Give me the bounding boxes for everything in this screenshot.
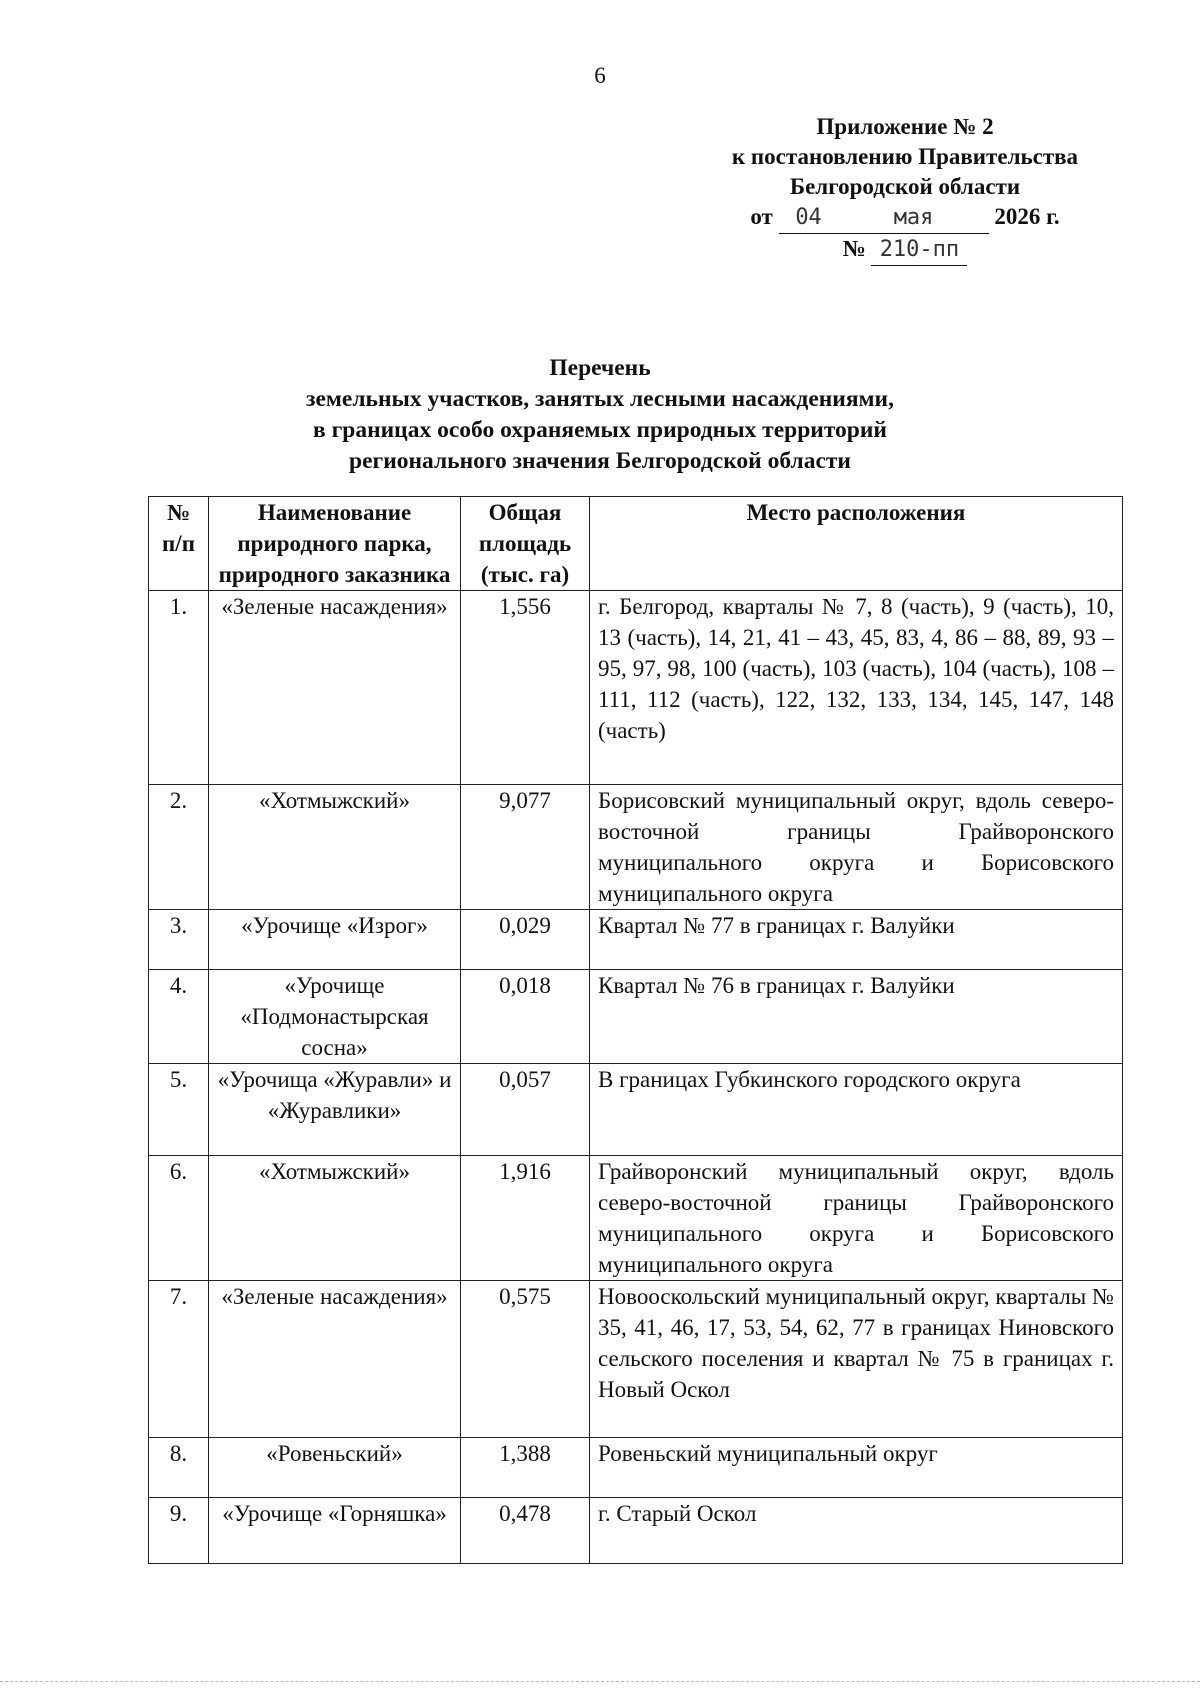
row-num: 6. bbox=[149, 1156, 209, 1281]
row-name: «Ровеньский» bbox=[209, 1438, 461, 1498]
header-location: Место расположения bbox=[590, 497, 1123, 591]
table-row bbox=[149, 910, 1123, 970]
row-location: В границах Губкинского городского округа bbox=[590, 1064, 1123, 1156]
row-name: «Хотмыжский» bbox=[209, 785, 461, 910]
date-prefix: от bbox=[750, 204, 773, 229]
title-line-4: регионального значения Белгородской области bbox=[349, 448, 851, 474]
row-name: «Урочище «Горняшка» bbox=[209, 1498, 461, 1564]
table-row bbox=[149, 1498, 1123, 1564]
row-num: 2. bbox=[149, 785, 209, 910]
row-num: 4. bbox=[149, 970, 209, 1064]
table-row bbox=[149, 1281, 1123, 1438]
header-name: Наименование природного парка, природного заказника bbox=[209, 497, 461, 591]
row-name: «Урочище «Подмонастырская сосна» bbox=[209, 970, 461, 1064]
table-row bbox=[149, 591, 1123, 785]
title-line-2: земельных участков, занятых лесными насаждениями, bbox=[306, 386, 894, 412]
date-day: 04 bbox=[779, 203, 839, 234]
row-location: г. Белгород, кварталы № 7, 8 (часть), 9 (часть), 10, 13 (часть), 14, 21, 41 – 43, 45, 83, 4, 86 – 88, 89, 93 – 95, 97, 98, 100 (часть), 103 (часть), 104 (часть), 108 – 111, 112 (часть), 122, 132, 133, 134, 145, 147, 148 (часть) bbox=[590, 591, 1123, 785]
row-area: 0,018 bbox=[461, 970, 590, 1064]
appendix-number bbox=[690, 234, 1120, 266]
row-name: «Урочище «Изрог» bbox=[209, 910, 461, 970]
date-month: мая bbox=[839, 203, 989, 234]
appendix-date bbox=[690, 202, 1120, 234]
row-name: «Урочища «Журавли» и «Журавлики» bbox=[209, 1064, 461, 1156]
row-location: Квартал № 77 в границах г. Валуйки bbox=[590, 910, 1123, 970]
table-header-row bbox=[149, 497, 1123, 591]
table-row bbox=[149, 1064, 1123, 1156]
row-num: 1. bbox=[149, 591, 209, 785]
row-area: 0,575 bbox=[461, 1281, 590, 1438]
row-location: Квартал № 76 в границах г. Валуйки bbox=[590, 970, 1123, 1064]
document-number: 210-пп bbox=[871, 235, 967, 266]
header-num: № п/п bbox=[149, 497, 209, 591]
row-num: 9. bbox=[149, 1498, 209, 1564]
row-area: 1,388 bbox=[461, 1438, 590, 1498]
row-num: 3. bbox=[149, 910, 209, 970]
row-name: «Хотмыжский» bbox=[209, 1156, 461, 1281]
row-area: 9,077 bbox=[461, 785, 590, 910]
table-row bbox=[149, 1438, 1123, 1498]
appendix-resolution: к постановлению Правительства bbox=[731, 144, 1079, 169]
row-area: 1,916 bbox=[461, 1156, 590, 1281]
row-area: 0,057 bbox=[461, 1064, 590, 1156]
number-prefix: № bbox=[842, 236, 866, 261]
row-name: «Зеленые насаждения» bbox=[209, 1281, 461, 1438]
title-line-3: в границах особо охраняемых природных территорий bbox=[313, 417, 887, 443]
row-num: 5. bbox=[149, 1064, 209, 1156]
row-num: 7. bbox=[149, 1281, 209, 1438]
appendix-title: Приложение № 2 bbox=[816, 114, 994, 139]
row-name: «Зеленые насаждения» bbox=[209, 591, 461, 785]
row-location: Ровеньский муниципальный округ bbox=[590, 1438, 1123, 1498]
row-area: 0,478 bbox=[461, 1498, 590, 1564]
row-location: г. Старый Оскол bbox=[590, 1498, 1123, 1564]
page-footer-divider bbox=[0, 1681, 1200, 1682]
appendix-region: Белгородской области bbox=[789, 174, 1021, 199]
territories-table bbox=[148, 496, 1123, 1564]
document-title bbox=[0, 353, 1200, 477]
row-area: 1,556 bbox=[461, 591, 590, 785]
table-row bbox=[149, 1156, 1123, 1281]
header-area: Общая площадь (тыс. га) bbox=[461, 497, 590, 591]
row-location: Борисовский муниципальный округ, вдоль северо-восточной границы Грайворонского муниципального округа и Борисовского муниципального округа bbox=[590, 785, 1123, 910]
title-line-1: Перечень bbox=[549, 355, 651, 381]
table-row bbox=[149, 970, 1123, 1064]
row-location: Грайворонский муниципальный округ, вдоль северо-восточной границы Грайворонского муниципального округа и Борисовского муниципального округа bbox=[590, 1156, 1123, 1281]
row-area: 0,029 bbox=[461, 910, 590, 970]
appendix-header bbox=[690, 112, 1120, 266]
table-row bbox=[149, 785, 1123, 910]
row-location: Новооскольский муниципальный округ, кварталы № 35, 41, 46, 17, 53, 54, 62, 77 в границах Ниновского сельского поселения и квартал № 75 в границах г. Новый Оскол bbox=[590, 1281, 1123, 1438]
date-year: 2026 г. bbox=[994, 204, 1060, 229]
page-number: 6 bbox=[594, 63, 606, 88]
row-num: 8. bbox=[149, 1438, 209, 1498]
